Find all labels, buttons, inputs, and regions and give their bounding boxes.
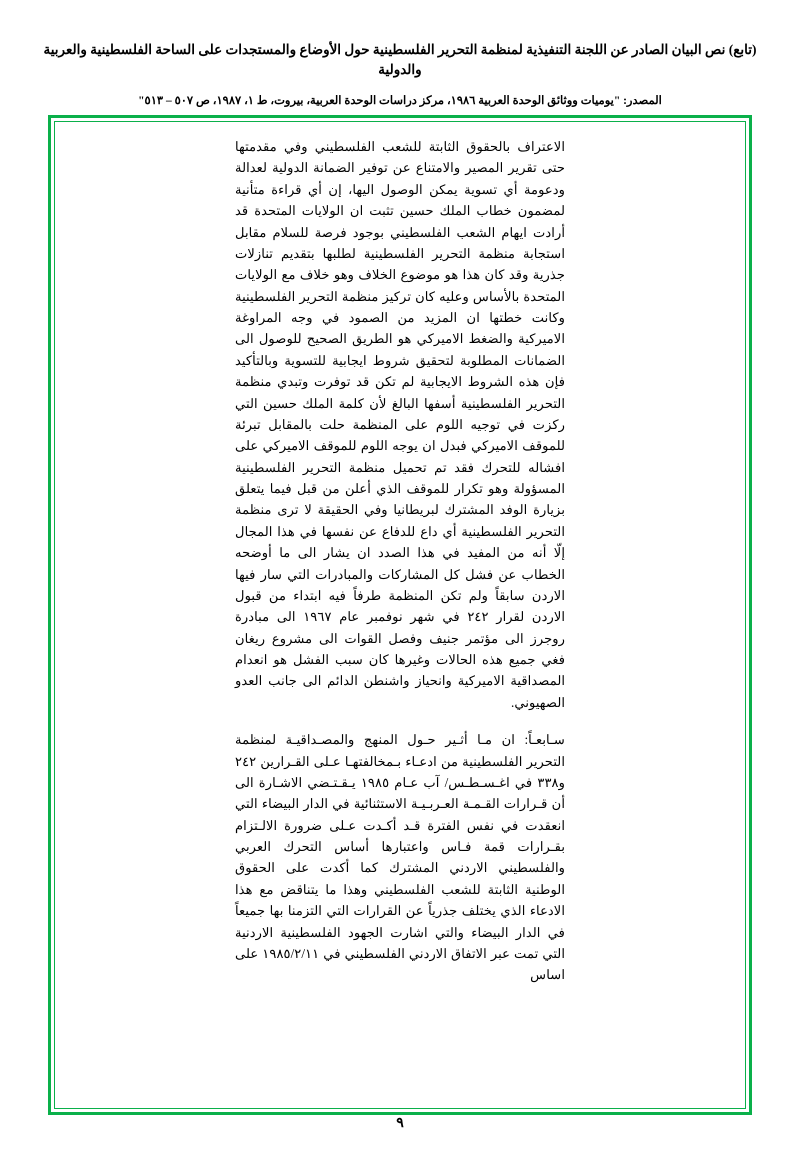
- page-number: ٩: [396, 1116, 404, 1131]
- text-column: [235, 136, 565, 986]
- page-title: (تابع) نص البيان الصادر عن اللجنة التنفيذية لمنظمة التحرير الفلسطينية حول الأوضاع والمستجدات على الساحة الفلسطينية والعربية والدولية: [43, 42, 757, 78]
- paragraph-1: الاعتراف بالحقوق الثابتة للشعب الفلسطيني وفي مقدمتها حتى تقرير المصير والامتناع عن توفير الضمانة الدولية لعدالة ودعومة أي تسوية يمكن الوصول اليها، إن أي قراءة متأنية لمضمون خطاب الملك حسين تثبت ان الولايات المتحدة قد أرادت ايهام الشعب الفلسطيني بوجود فرصة للسلام مقابل استجابة منظمة التحرير الفلسطينية لطلبها بتقديم تنازلات جذرية وقد كان هذا هو موضوع الخلاف وهو خلاف مع الولايات المتحدة بالأساس وعليه كان تركيز منظمة التحرير الفلسطينية وكانت خطتها ان المزيد من الصمود في وجه المراوغة الاميركية والضغط الاميركي هو الطريق الصحيح للوصول الى الضمانات المطلوبة لتحقيق شروط ايجابية للتسوية وبالتأكيد فإن هذه الشروط الايجابية لم تكن قد توفرت وتبدي منظمة التحرير الفلسطينية أسفها البالغ لأن كلمة الملك حسين التي ركزت في توجيه اللوم على المنظمة حلت بالمقابل تبرئة للموقف الاميركي فبدل ان يوجه اللوم للموقف الاميركي على افشاله للتحرك فقد تم تحميل منظمة التحرير الفلسطينية المسؤولة وهو تكرار للموقف الذي أعلن من قبل فيما يتعلق بزيارة الوفد المشترك لبريطانيا وفي الحقيقة لا ترى منظمة التحرير الفلسطينية أي داع للدفاع عن نفسها في هذا المجال إلّا أنه من المفيد في هذا الصدد ان يشار الى ما أوضحه الخطاب عن فشل كل المشاركات والمبادرات التي سار فيها الاردن سابقاً ولم تكن المنظمة طرفاً فيه ابتداء من قبول الاردن لقرار ٢٤٢ في شهر نوفمبر عام ١٩٦٧ الى مبادرة روجرز الى مؤتمر جنيف وفصل القوات الى مشروع ريغان فغي جميع هذه الحالات وغيرها كان سبب الفشل هو انعدام المصداقية الاميركية وانحياز واشنطن الدائم الى جانب العدو الصهيوني.: [235, 139, 566, 710]
- document-header: [0, 40, 800, 110]
- paragraph-spacer: [235, 713, 565, 729]
- paragraph-2: سـابعـاً: ان مـا أثـير حـول المنهج والمصـداقيـة لمنظمة التحرير الفلسطينية من ادعـاء بـمخالفتهـا عـلى القـرارين ٢٤٢ و٣٣٨ في اغـسـطـس/ آب عـام ١٩٨٥ يـقـتـضي الاشـارة الى أن قـرارات القـمـة العـربـيـة الاستثنائية في الدار البيضاء التي انعقدت في نفس الفترة قـد أكـدت عـلى ضرورة الالـتزام بقـرارات قمة فـاس واعتبارها أساس التحرك العربي والفلسطيني الاردني المشترك كما أكدت على الحقوق الوطنية الثابتة للشعب الفلسطيني وهذا ما يتناقض مع هذا الادعاء الذي يختلف جذرياً عن القرارات التي التزمنا بها جميعاً في الدار البيضاء والتي اشارت الجهود الفلسطينية الاردنية التي تمت عبر الاتفاق الاردني الفلسطيني في ١٩٨٥/٢/١١ على اساس: [235, 732, 565, 983]
- document-body: [51, 136, 749, 1102]
- source-line: المصدر: "يوميات ووثائق الوحدة العربية ١٩٨٦، مركز دراسات الوحدة العربية، بيروت، ط ١، ١٩٨٧، ص ٥٠٧ – ٥١٣": [138, 94, 662, 107]
- content-frame: [48, 115, 752, 1115]
